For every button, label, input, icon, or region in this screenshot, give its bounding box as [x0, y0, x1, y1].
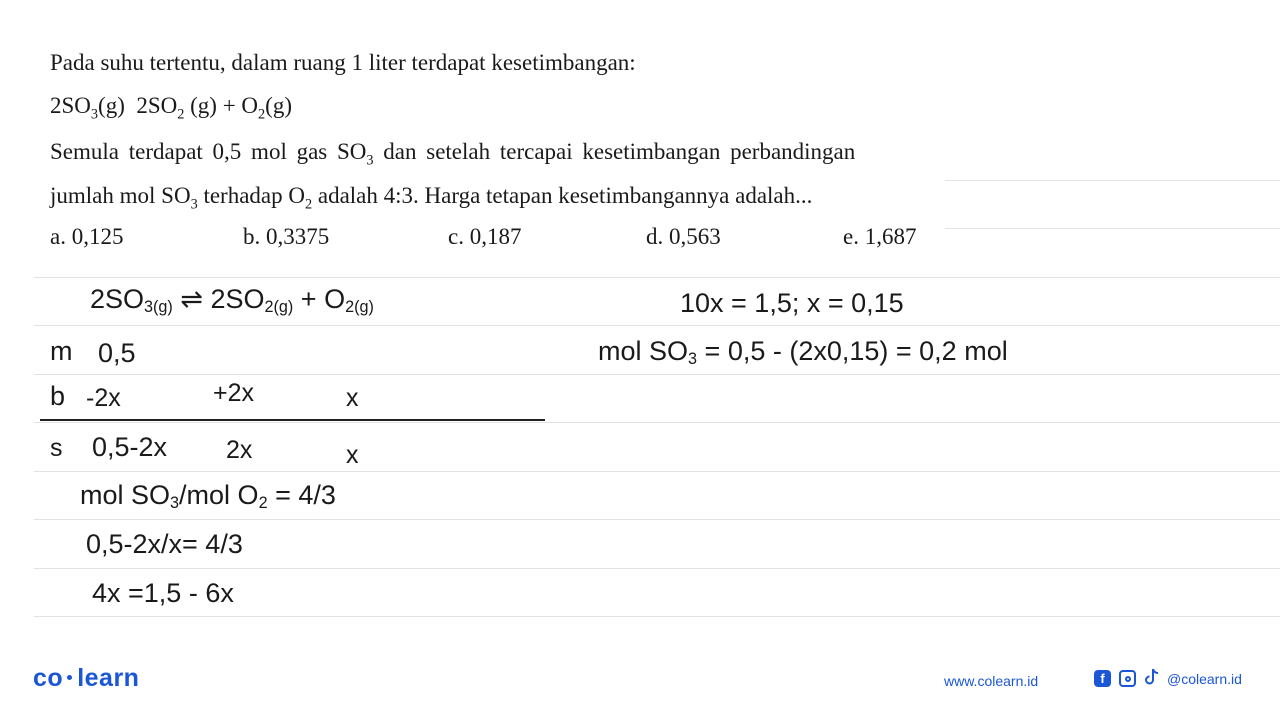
tiktok-icon[interactable]: [1144, 668, 1159, 689]
rule-line: [34, 616, 1280, 617]
row-m-label: m: [50, 336, 73, 366]
facebook-icon[interactable]: f: [1094, 670, 1111, 687]
eq-reactant: 2SO: [50, 93, 91, 118]
rule-line: [34, 325, 1280, 326]
question-line4: [50, 183, 812, 214]
eq-product1-state: (g) + O: [184, 93, 259, 118]
q-line3-a: Semula terdapat 0,5 mol gas SO: [50, 139, 367, 164]
row-s-v3: x: [346, 441, 359, 469]
eq-reactant-sub: 3: [90, 106, 99, 123]
ratio-c: = 4/3: [267, 480, 336, 510]
right2-sub: 3: [688, 350, 698, 369]
ratio-line: [80, 480, 336, 513]
rule-line: [945, 228, 1280, 229]
social-handle[interactable]: @colearn.id: [1167, 670, 1242, 687]
right2-b: = 0,5 - (2x0,15) = 0,2 mol: [697, 336, 1008, 366]
eq-reactant-state: (g): [98, 93, 125, 118]
q-line3-b: dan setelah tercapai kesetimbangan perbandingan: [373, 139, 856, 164]
rule-line: [34, 519, 1280, 520]
table-underline: [40, 419, 545, 421]
work-r: 2SO: [90, 284, 145, 314]
option-e: e. 1,687: [843, 224, 917, 249]
q-line4-sub1: 3: [190, 196, 198, 213]
row-b-v3: x: [346, 384, 359, 412]
instagram-icon[interactable]: [1119, 670, 1136, 687]
rule-line: [34, 277, 1280, 278]
rule-line: [34, 568, 1280, 569]
website-link[interactable]: www.colearn.id: [944, 673, 1039, 689]
right2-a: mol SO: [598, 336, 689, 366]
right-result-1: 10x = 1,5; x = 0,15: [680, 288, 904, 318]
ratio-b: /mol O: [179, 480, 259, 510]
q-line3-sub: 3: [366, 152, 374, 169]
logo-dot-icon: [67, 675, 72, 680]
question-equation: [50, 93, 292, 124]
eq-product1-sub: 2: [177, 106, 185, 123]
colearn-logo: [33, 664, 139, 693]
rule-line: [945, 180, 1280, 181]
rule-line: [34, 422, 1280, 423]
logo-left: co: [33, 664, 64, 692]
work-reaction: [90, 284, 374, 317]
row-s-label: s: [50, 434, 63, 462]
eq-product2-state: (g): [265, 93, 292, 118]
eq-product2-sub: 2: [258, 106, 266, 123]
row-b-v1: -2x: [86, 384, 121, 412]
work-r-sub: 3(g): [144, 298, 173, 317]
row-b-label: b: [50, 381, 66, 411]
q-line4-a: jumlah mol SO: [50, 183, 191, 208]
q-line4-c: adalah 4:3. Harga tetapan kesetimbangannya adalah...: [312, 183, 813, 208]
work-p2-sub: 2(g): [345, 298, 374, 317]
option-b: b. 0,3375: [243, 224, 330, 249]
work-p1: 2SO: [210, 284, 265, 314]
work-p1-sub: 2(g): [264, 298, 294, 317]
option-a: a. 0,125: [50, 224, 124, 249]
social-bar: [1094, 668, 1242, 689]
rule-line: [34, 471, 1280, 472]
eq-product1: 2SO: [136, 93, 178, 118]
equation-2: 0,5-2x/x= 4/3: [86, 529, 243, 559]
equation-3: 4x =1,5 - 6x: [92, 578, 234, 608]
work-plus-o: + O: [293, 284, 346, 314]
option-c: c. 0,187: [448, 224, 522, 249]
row-b-v2: +2x: [213, 379, 255, 407]
logo-right: learn: [77, 664, 140, 692]
right-result-2: [598, 336, 1008, 369]
rule-line: [34, 374, 1280, 375]
q-line4-b: terhadap O: [197, 183, 305, 208]
row-s-v2: 2x: [226, 436, 253, 464]
row-m-v1: 0,5: [98, 338, 136, 368]
option-d: d. 0,563: [646, 224, 721, 249]
question-intro: Pada suhu tertentu, dalam ruang 1 liter terdapat kesetimbangan:: [50, 50, 636, 75]
ratio-a: mol SO: [80, 480, 171, 510]
ratio-a-sub: 3: [170, 494, 180, 513]
q-line4-sub2: 2: [304, 196, 313, 213]
ratio-b-sub: 2: [258, 494, 268, 513]
row-s-v1: 0,5-2x: [92, 432, 168, 462]
equilibrium-arrow-icon: ⇌: [172, 284, 211, 314]
question-line3: [50, 139, 855, 170]
